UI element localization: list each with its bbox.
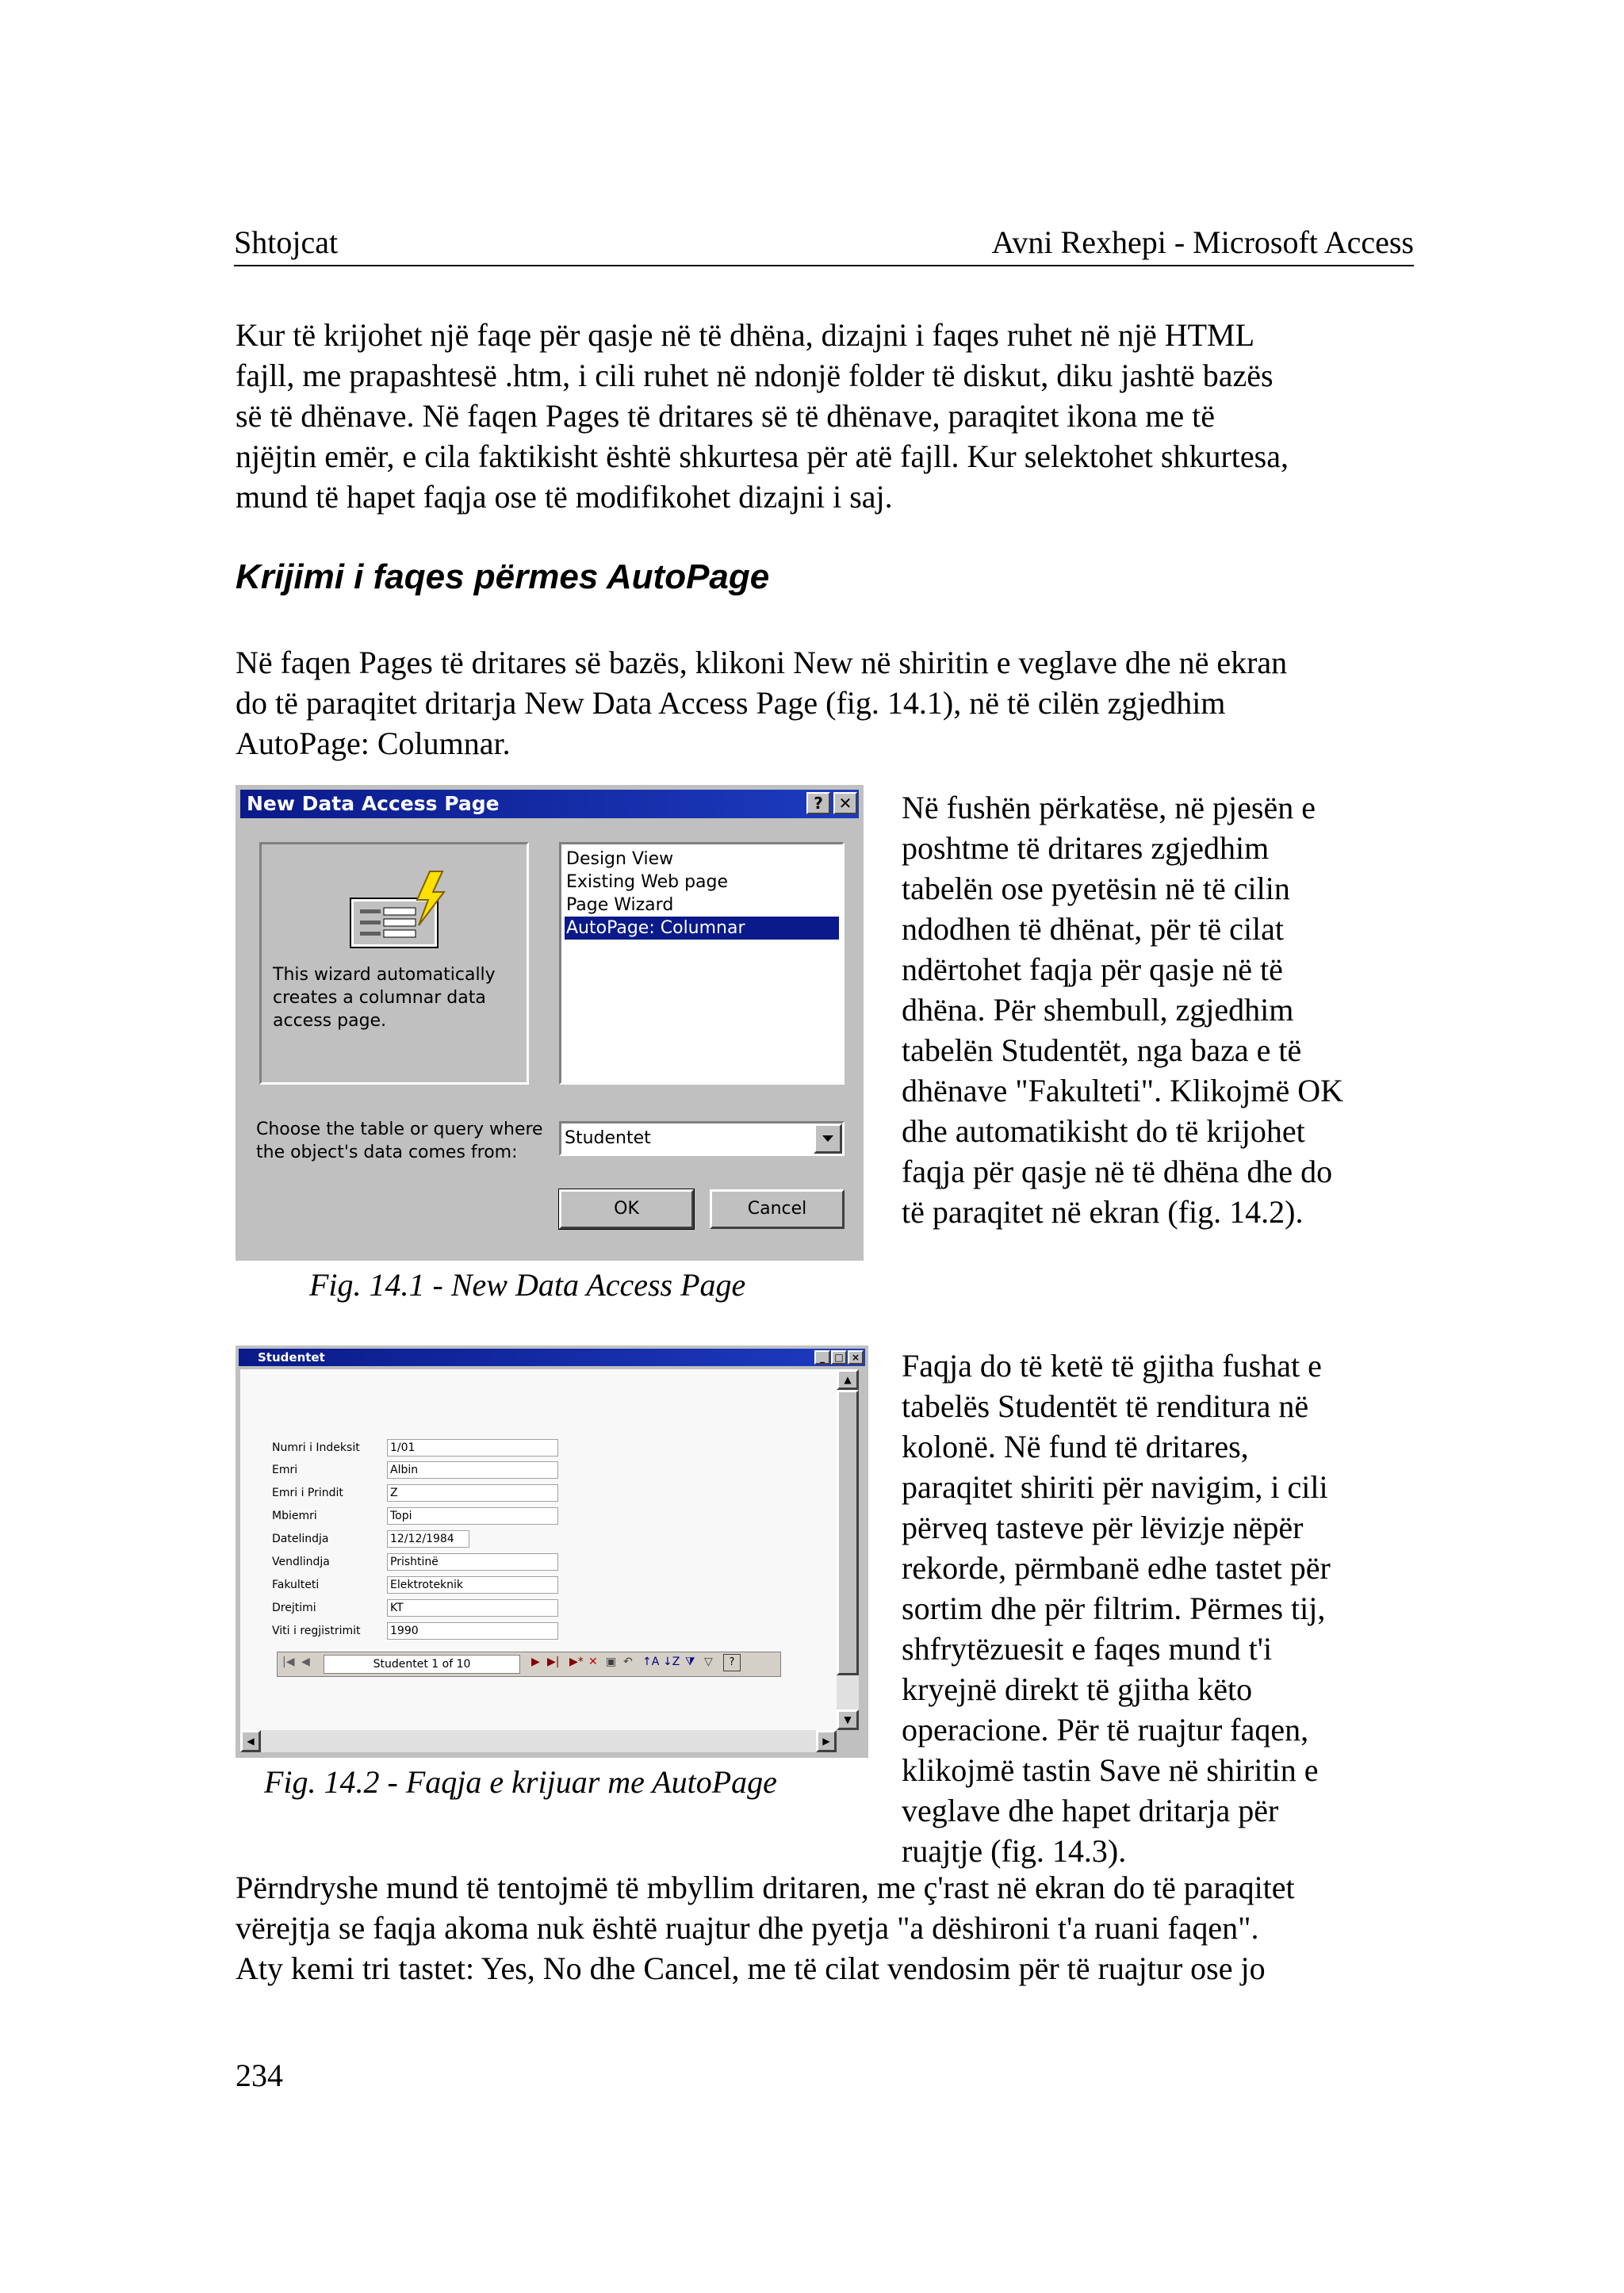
text-line: Përndryshe mund të tentojmë të mbyllim dritaren, me ç'rast në ekran do të paraqitet (236, 1870, 1295, 1905)
text-line: njëjtin emër, e cila faktikisht është shkurtesa për atë fajll. Kur selektohet shkurtesa, (236, 438, 1289, 474)
page-content (240, 1369, 837, 1730)
text-line: kryejnë direkt të gjitha këto (902, 1671, 1253, 1707)
text-line: veglave dhe hapet dritarja për (902, 1793, 1279, 1828)
text-line: Faqja do të ketë të gjitha fushat e (902, 1348, 1322, 1384)
record-navigation-bar (277, 1652, 781, 1677)
field-input[interactable]: Elektroteknik (387, 1576, 558, 1594)
field-label: Datelindja (272, 1533, 329, 1545)
right-column-paragraph (902, 787, 1343, 1232)
list-item-design-view[interactable]: Design View (566, 849, 674, 869)
field-label: Emri (272, 1464, 298, 1476)
help-button[interactable]: ? (806, 792, 830, 814)
text-line: të paraqitet në ekran (fig. 14.2). (902, 1194, 1304, 1230)
text-line: do të paraqitet dritarja New Data Access Page (fig. 14.1), në të cilën zgjedhim (236, 685, 1226, 721)
text-line: tabelën ose pyetësin në të cilin (902, 871, 1290, 906)
text-line: shfrytëzuesit e faqes mund t'i (902, 1631, 1273, 1667)
cancel-button[interactable] (710, 1189, 845, 1229)
running-header-right: Avni Rexhepi - Microsoft Access (991, 224, 1414, 260)
text-line: Në fushën përkatëse, në pjesën e (902, 790, 1316, 825)
text-line: tabelës Studentët të renditura në (902, 1388, 1309, 1424)
wizard-description-panel (259, 842, 529, 1085)
field-label: Numri i Indeksit (272, 1441, 360, 1454)
cancel-button-label: Cancel (747, 1199, 807, 1219)
text-line: përveq tasteve për lëvizje nëpër (902, 1510, 1304, 1545)
text-line: sortim dhe për filtrim. Përmes tij, (902, 1591, 1326, 1626)
field-label: Drejtimi (272, 1602, 316, 1614)
first-record-icon[interactable]: |◀ (282, 1656, 295, 1668)
sort-ascending-icon[interactable]: ↑A (642, 1656, 660, 1668)
field-input[interactable]: Z (387, 1484, 558, 1502)
sort-descending-icon[interactable]: ↓Z (663, 1656, 680, 1668)
field-label: Viti i regjistrimit (272, 1625, 361, 1637)
table-query-combo[interactable] (559, 1121, 845, 1156)
last-record-icon[interactable]: ▶| (547, 1656, 560, 1668)
vertical-scrollbar[interactable] (837, 1369, 859, 1730)
figure-caption: Fig. 14.1 - New Data Access Page (309, 1267, 746, 1303)
field-input[interactable]: 1/01 (387, 1439, 558, 1457)
wizard-icon (341, 868, 452, 955)
combo-value: Studentet (565, 1128, 651, 1148)
record-counter: Studentet 1 of 10 (324, 1655, 520, 1674)
text-line: kolonë. Në fund të dritares, (902, 1429, 1249, 1464)
text-line: së të dhënave. Në faqen Pages të dritares së të dhënave, paraqitet ikona me të (236, 398, 1216, 434)
field-input[interactable]: Prishtinë (387, 1553, 558, 1571)
scroll-up-icon[interactable]: ▲ (837, 1369, 859, 1390)
text-line: operacione. Për të ruajtur faqen, (902, 1712, 1309, 1748)
list-item-autopage-columnar[interactable]: AutoPage: Columnar (565, 917, 839, 940)
window-title: Studentet (258, 1350, 325, 1365)
horizontal-scrollbar[interactable] (240, 1730, 837, 1752)
text-line: dhe automatikisht do të krijohet (902, 1113, 1305, 1149)
chevron-down-icon[interactable] (814, 1124, 842, 1154)
figure-caption: Fig. 14.2 - Faqja e krijuar me AutoPage (264, 1764, 777, 1800)
window-titlebar (239, 1349, 865, 1366)
help-icon[interactable]: ? (723, 1654, 741, 1671)
ok-button[interactable] (559, 1189, 694, 1229)
text-line: ruajtje (fig. 14.3). (902, 1833, 1127, 1869)
text-line: poshtme të dritares zgjedhim (902, 830, 1270, 866)
intro-paragraph (236, 315, 1289, 517)
list-item-page-wizard[interactable]: Page Wizard (566, 895, 674, 915)
page-number: 234 (236, 2058, 283, 2093)
text-line: Kur të krijohet një faqe për qasje në të dhëna, dizajni i faqes ruhet në një HTML (236, 317, 1255, 353)
field-label: Fakulteti (272, 1579, 320, 1591)
text-line: fajll, me prapashtesë .htm, i cili ruhet në ndonjë folder të diskut, diku jashtë bazës (236, 358, 1274, 393)
right-column-paragraph (902, 1346, 1331, 1871)
dialog-titlebar (240, 790, 859, 818)
previous-record-icon[interactable]: ◀ (301, 1656, 310, 1668)
ok-button-label: OK (614, 1199, 639, 1219)
description-line: creates a columnar data (273, 988, 486, 1008)
field-input[interactable]: 1990 (387, 1622, 558, 1640)
save-record-icon[interactable]: ▣ (606, 1656, 617, 1668)
scroll-thumb[interactable] (837, 1390, 859, 1675)
field-label: Emri i Prindit (272, 1487, 343, 1499)
text-line: Në faqen Pages të dritares së bazës, klikoni New në shiritin e veglave dhe në ekran (236, 645, 1288, 680)
text-line: AutoPage: Columnar. (236, 725, 511, 761)
close-button[interactable]: ✕ (833, 792, 857, 814)
text-line: rekorde, përmbanë edhe tastet për (902, 1550, 1331, 1586)
text-line: dhëna. Për shembull, zgjedhim (902, 992, 1294, 1028)
maximize-icon[interactable]: □ (831, 1350, 847, 1365)
field-input[interactable]: 12/12/1984 (387, 1530, 469, 1548)
toggle-filter-icon[interactable]: ▽ (704, 1656, 713, 1668)
close-icon[interactable]: × (848, 1350, 864, 1365)
minimize-icon[interactable]: _ (814, 1350, 830, 1365)
field-input[interactable]: KT (387, 1599, 558, 1617)
scroll-right-icon[interactable]: ▶ (816, 1730, 837, 1752)
text-line: klikojmë tastin Save në shiritin e (902, 1752, 1319, 1788)
text-line: vërejtja se faqja akoma nuk është ruajtur dhe pyetja "a dëshironi t'a ruani faqen". (236, 1910, 1259, 1946)
new-record-icon[interactable]: ▶* (569, 1656, 584, 1668)
studentet-page-window (236, 1346, 868, 1758)
field-label: Vendlindja (272, 1556, 330, 1568)
text-line: tabelën Studentët, nga baza e të (902, 1032, 1302, 1068)
closing-paragraph (236, 1867, 1295, 1989)
text-line: ndodhen të dhënat, për të cilat (902, 911, 1285, 947)
new-data-access-page-dialog (236, 785, 864, 1261)
header-rule (234, 265, 1414, 266)
dialog-title: New Data Access Page (247, 792, 500, 815)
scroll-down-icon[interactable]: ▼ (837, 1709, 859, 1730)
text-line: paraqitet shiriti për navigim, i cili (902, 1469, 1328, 1505)
text-line: faqja për qasje në të dhëna dhe do (902, 1154, 1333, 1189)
description-line: access page. (273, 1011, 387, 1031)
field-label: Mbiemri (272, 1510, 317, 1522)
section-paragraph (236, 642, 1287, 764)
delete-record-icon[interactable]: ✕ (588, 1656, 598, 1668)
scroll-left-icon[interactable]: ◀ (240, 1730, 261, 1752)
field-input[interactable]: Albin (387, 1461, 558, 1479)
view-option-list[interactable] (559, 842, 845, 1085)
choose-label-line: Choose the table or query where (256, 1120, 543, 1139)
text-line: dhënave "Fakulteti". Klikojmë OK (902, 1073, 1343, 1108)
text-line: ndërtohet faqja për qasje në të (902, 951, 1283, 987)
section-heading: Krijimi i faqes përmes AutoPage (236, 557, 770, 596)
next-record-icon[interactable]: ▶ (531, 1656, 540, 1668)
text-line: mund të hapet faqja ose të modifikohet dizajni i saj. (236, 479, 893, 515)
filter-by-selection-icon[interactable]: ⧩ (685, 1656, 695, 1668)
undo-icon[interactable]: ↶ (623, 1656, 633, 1668)
choose-label-line: the object's data comes from: (256, 1143, 518, 1162)
list-item-existing-web-page[interactable]: Existing Web page (566, 872, 729, 892)
field-input[interactable]: Topi (387, 1507, 558, 1525)
text-line: Aty kemi tri tastet: Yes, No dhe Cancel, me të cilat vendosim për të ruajtur ose jo (236, 1950, 1266, 1986)
description-line: This wizard automatically (273, 965, 496, 985)
running-header-left: Shtojcat (234, 224, 339, 260)
